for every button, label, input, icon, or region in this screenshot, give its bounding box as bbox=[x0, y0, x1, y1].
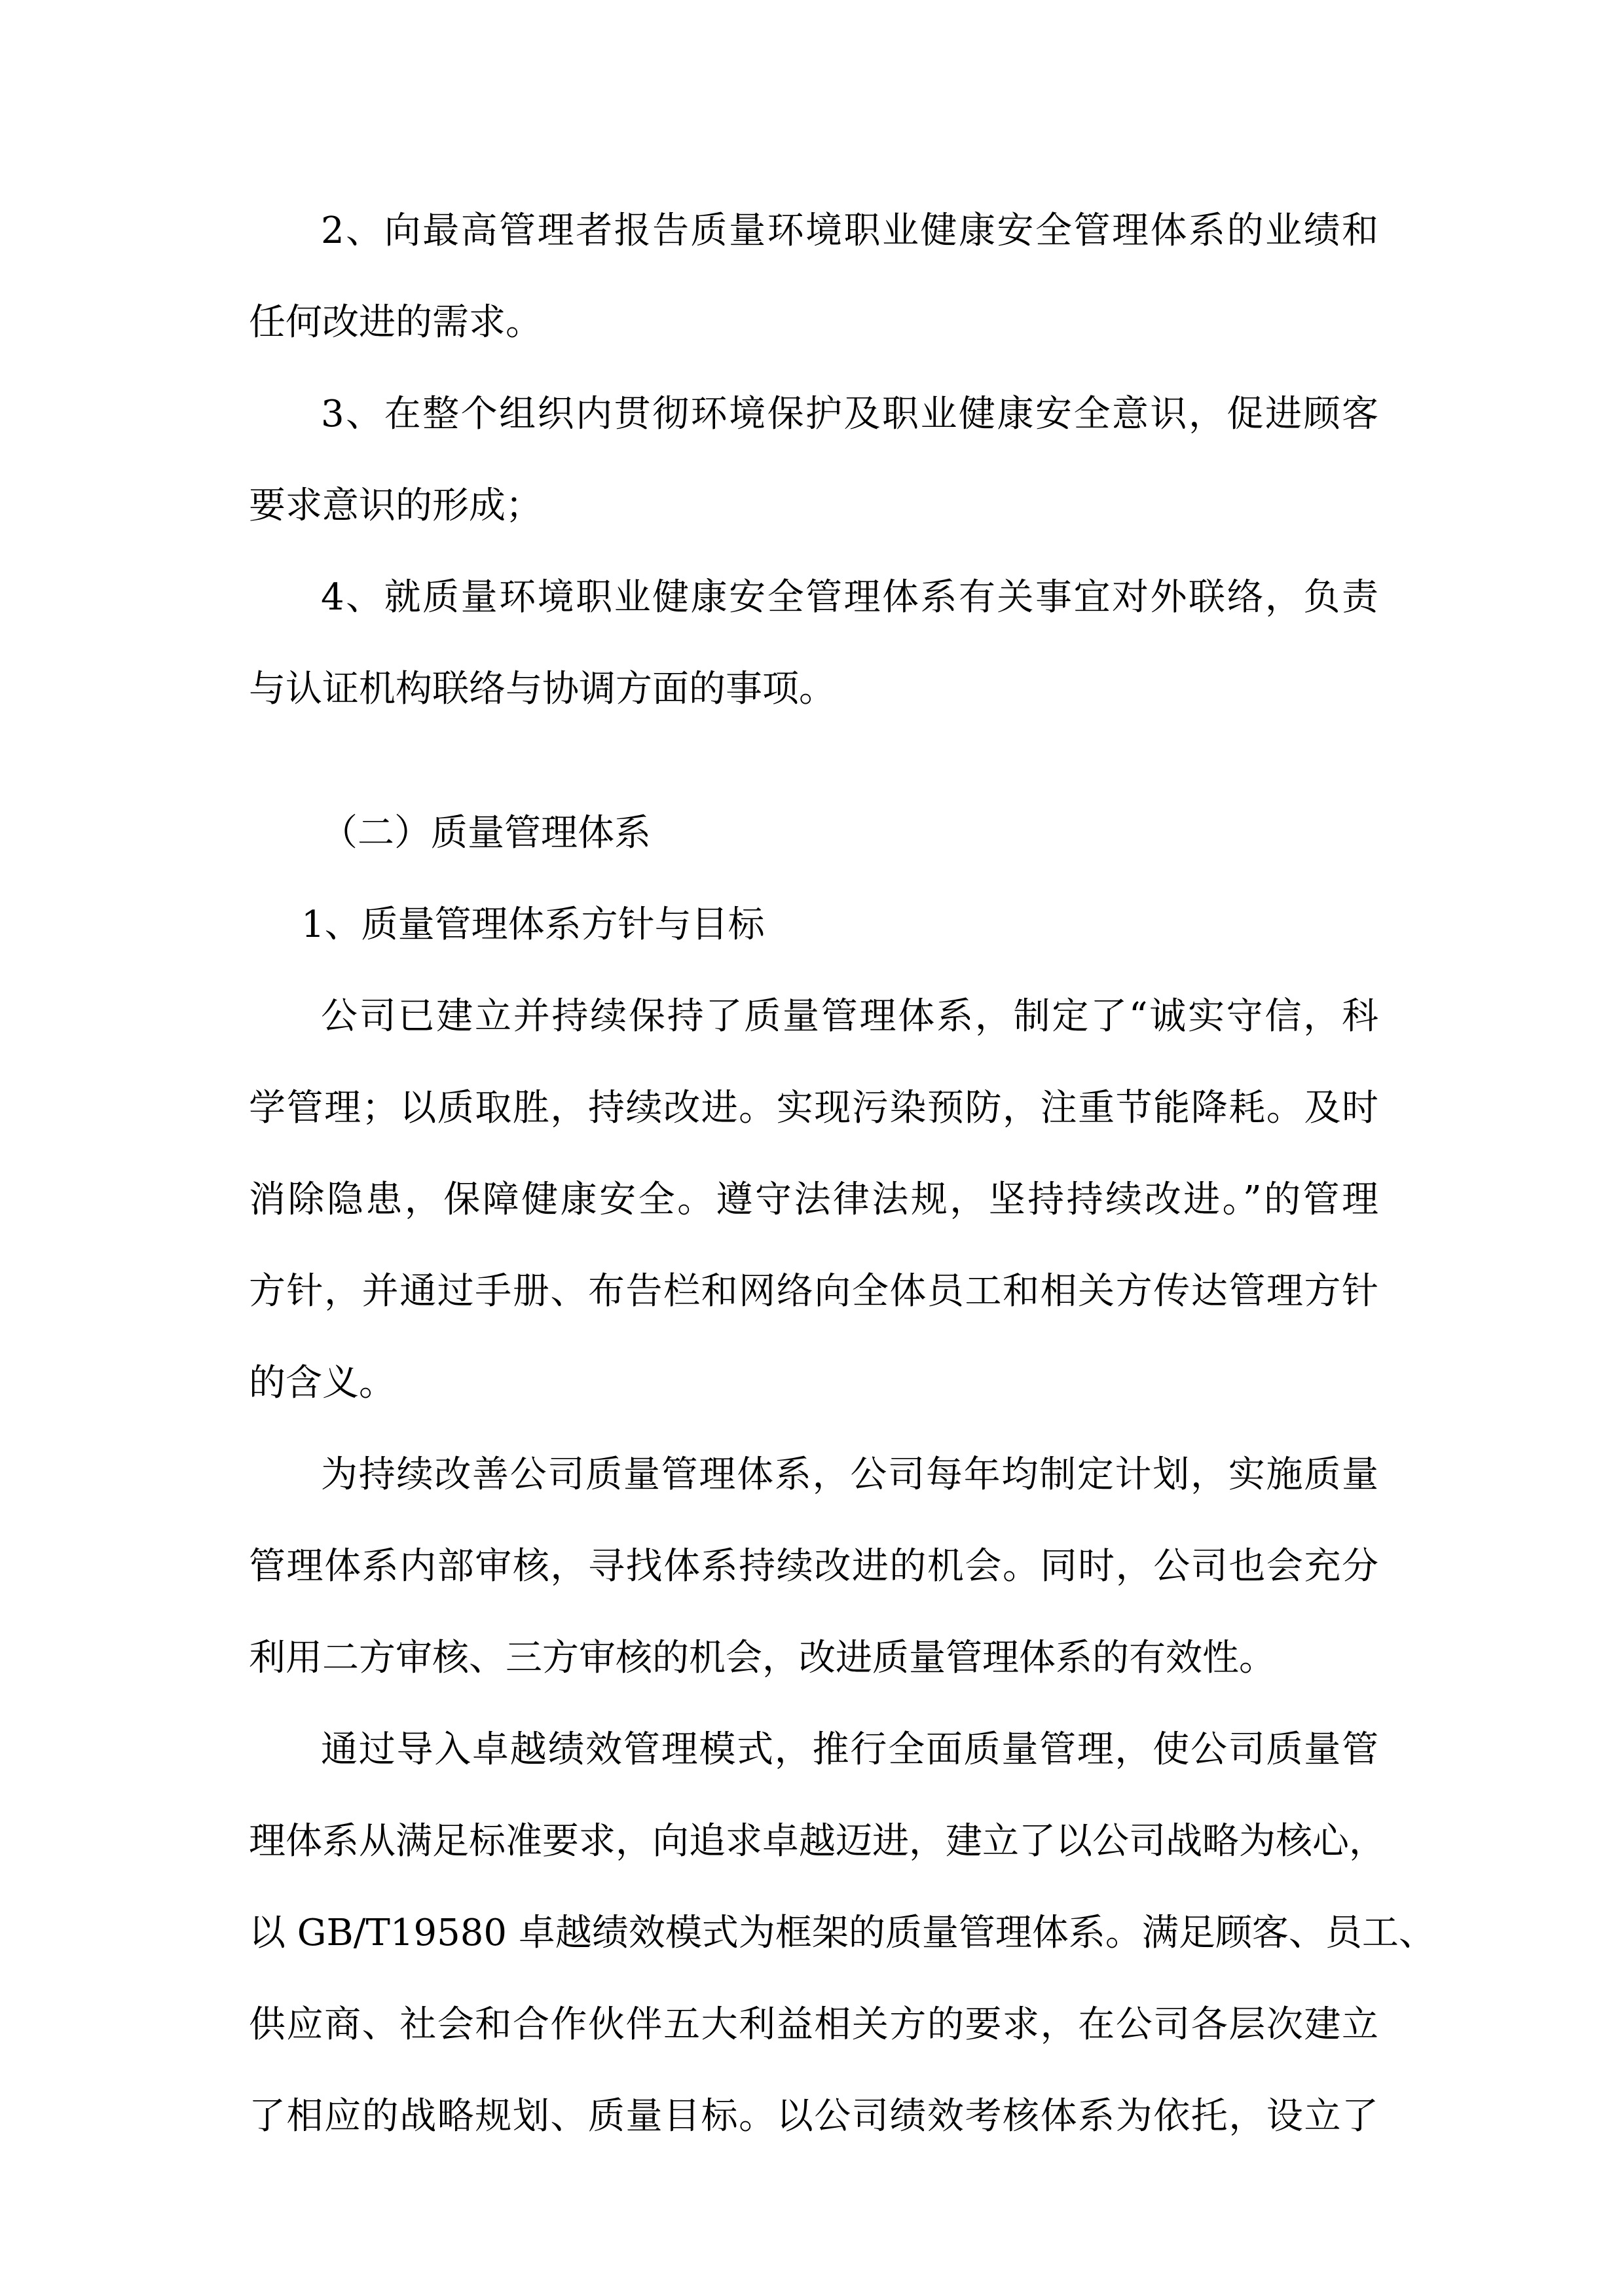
text-line: 管理体系内部审核，寻找体系持续改进的机会。同时，公司也会充分 bbox=[249, 1545, 1378, 1588]
text-line: 为持续改善公司质量管理体系，公司每年均制定计划，实施质量 bbox=[321, 1453, 1378, 1496]
text-line: 消除隐患，保障健康安全。遵守法律法规，坚持持续改进。”的管理 bbox=[249, 1178, 1378, 1221]
subsection-heading: 1、质量管理体系方针与目标 bbox=[301, 903, 765, 946]
text-line: 3、在整个组织内贯彻环境保护及职业健康安全意识，促进顾客 bbox=[321, 393, 1378, 435]
text-line: 学管理；以质取胜，持续改进。实现污染预防，注重节能降耗。及时 bbox=[249, 1087, 1378, 1129]
text-line: 任何改进的需求。 bbox=[249, 301, 542, 344]
section-heading: （二）质量管理体系 bbox=[321, 812, 651, 854]
text-line: 4、就质量环境职业健康安全管理体系有关事宜对外联络，负责 bbox=[321, 576, 1378, 619]
text-line: 理体系从满足标准要求，向追求卓越迈进，建立了以公司战略为核心， bbox=[249, 1820, 1386, 1863]
text-line: 方针，并通过手册、布告栏和网络向全体员工和相关方传达管理方针 bbox=[249, 1270, 1378, 1313]
text-line: 通过导入卓越绩效管理模式，推行全面质量管理，使公司质量管 bbox=[321, 1728, 1378, 1771]
text-line: 以 GB/T19580 卓越绩效模式为框架的质量管理体系。满足顾客、员工、 bbox=[249, 1912, 1435, 1954]
text-line: 2、向最高管理者报告质量环境职业健康安全管理体系的业绩和 bbox=[321, 210, 1378, 252]
text-line: 了相应的战略规划、质量目标。以公司绩效考核体系为依托，设立了 bbox=[249, 2095, 1378, 2138]
text-line: 的含义。 bbox=[249, 1362, 396, 1404]
text-line: 要求意识的形成； bbox=[249, 484, 542, 527]
text-line: 与认证机构联络与协调方面的事项。 bbox=[249, 668, 836, 710]
text-line: 供应商、社会和合作伙伴五大利益相关方的要求，在公司各层次建立 bbox=[249, 2003, 1378, 2046]
text-line: 公司已建立并持续保持了质量管理体系，制定了“诚实守信，科 bbox=[321, 995, 1378, 1038]
text-line: 利用二方审核、三方审核的机会，改进质量管理体系的有效性。 bbox=[249, 1637, 1276, 1679]
